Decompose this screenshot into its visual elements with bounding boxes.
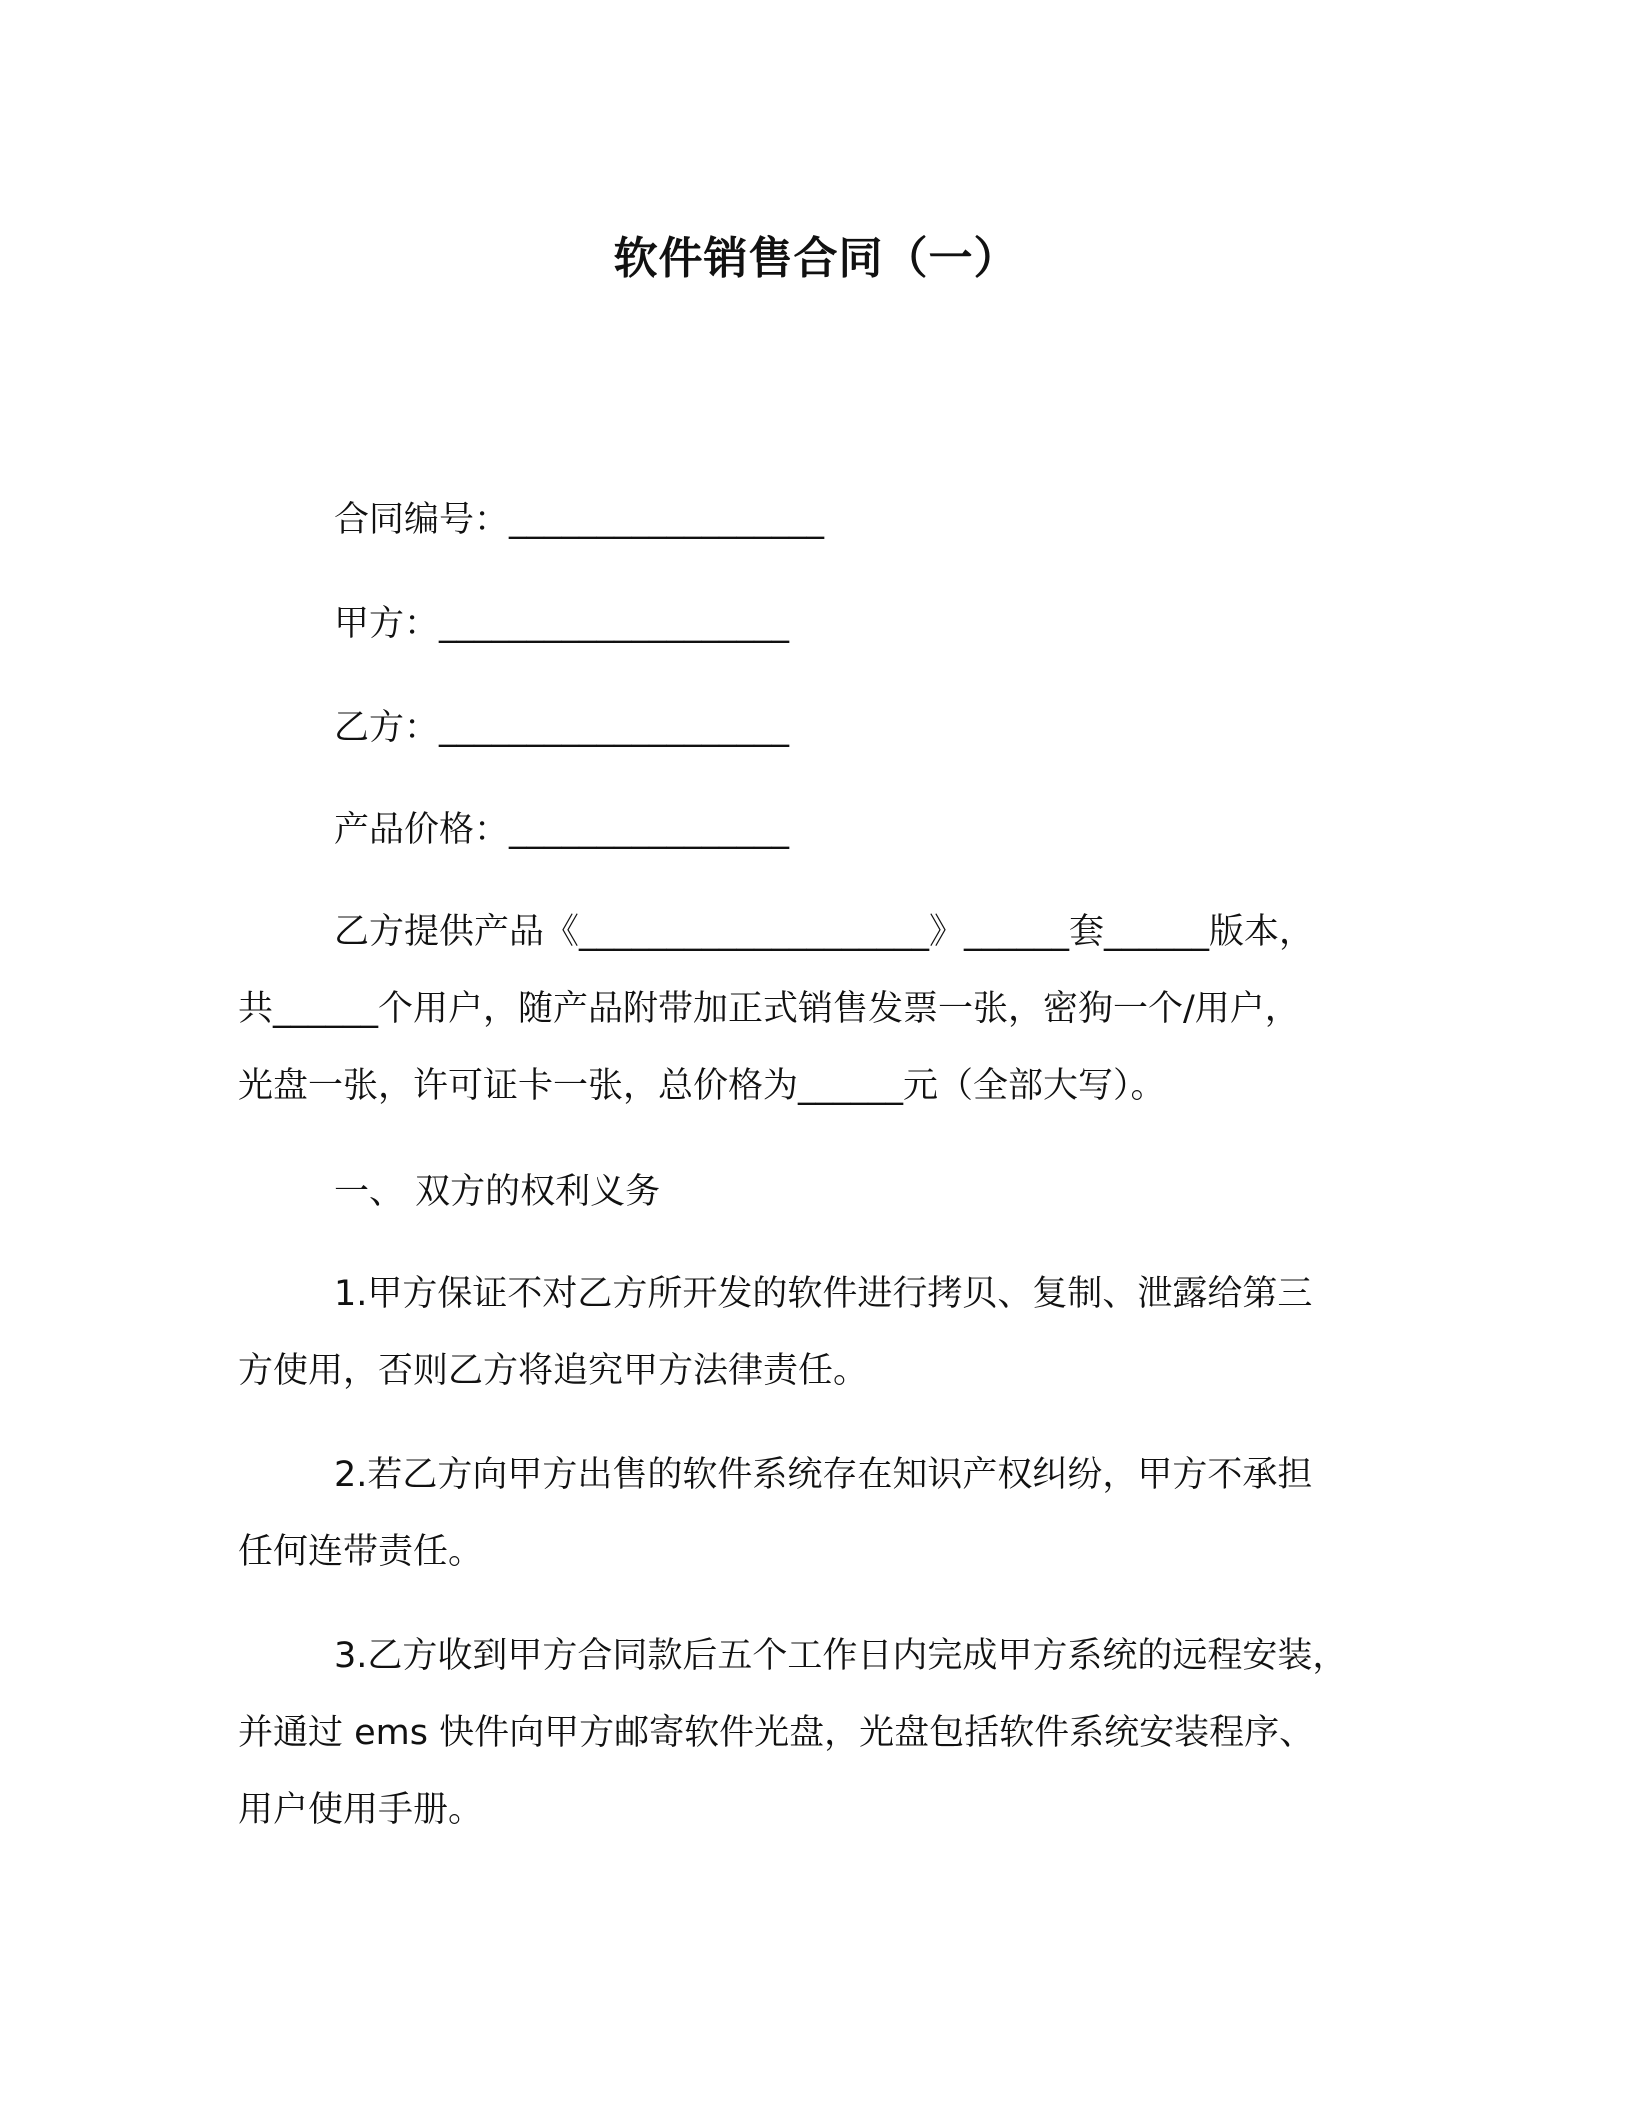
clause-3-line-2: 并通过 ems 快件向甲方邮寄软件光盘，光盘包括软件系统安装程序、 xyxy=(238,1713,1315,1753)
intro-line-3: 光盘一张，许可证卡一张，总价格为______元（全部大写）。 xyxy=(238,1066,1166,1106)
intro-line-2: 共______个用户，随产品附带加正式销售发票一张，密狗一个/用户， xyxy=(238,989,1300,1029)
party-b-field: 乙方：____________________ xyxy=(334,708,790,748)
section-heading-rights: 一、 双方的权利义务 xyxy=(334,1172,661,1212)
intro-line-1: 乙方提供产品《____________________》______套______版本， xyxy=(334,912,1315,952)
clause-1-line-1: 1.甲方保证不对乙方所开发的软件进行拷贝、复制、泄露给第三 xyxy=(334,1274,1313,1314)
clause-3-line-1: 3.乙方收到甲方合同款后五个工作日内完成甲方系统的远程安装， xyxy=(334,1636,1348,1676)
page-title: 软件销售合同（一） xyxy=(613,233,1019,284)
clause-1-line-2: 方使用，否则乙方将追究甲方法律责任。 xyxy=(238,1351,869,1391)
party-a-field: 甲方：____________________ xyxy=(334,604,790,644)
product-price-field: 产品价格：________________ xyxy=(334,810,790,850)
clause-2-line-1: 2.若乙方向甲方出售的软件系统存在知识产权纠纷，甲方不承担 xyxy=(334,1455,1313,1495)
contract-number-field: 合同编号：__________________ xyxy=(334,500,825,540)
clause-2-line-2: 任何连带责任。 xyxy=(238,1532,484,1572)
clause-3-line-3: 用户使用手册。 xyxy=(238,1790,484,1830)
